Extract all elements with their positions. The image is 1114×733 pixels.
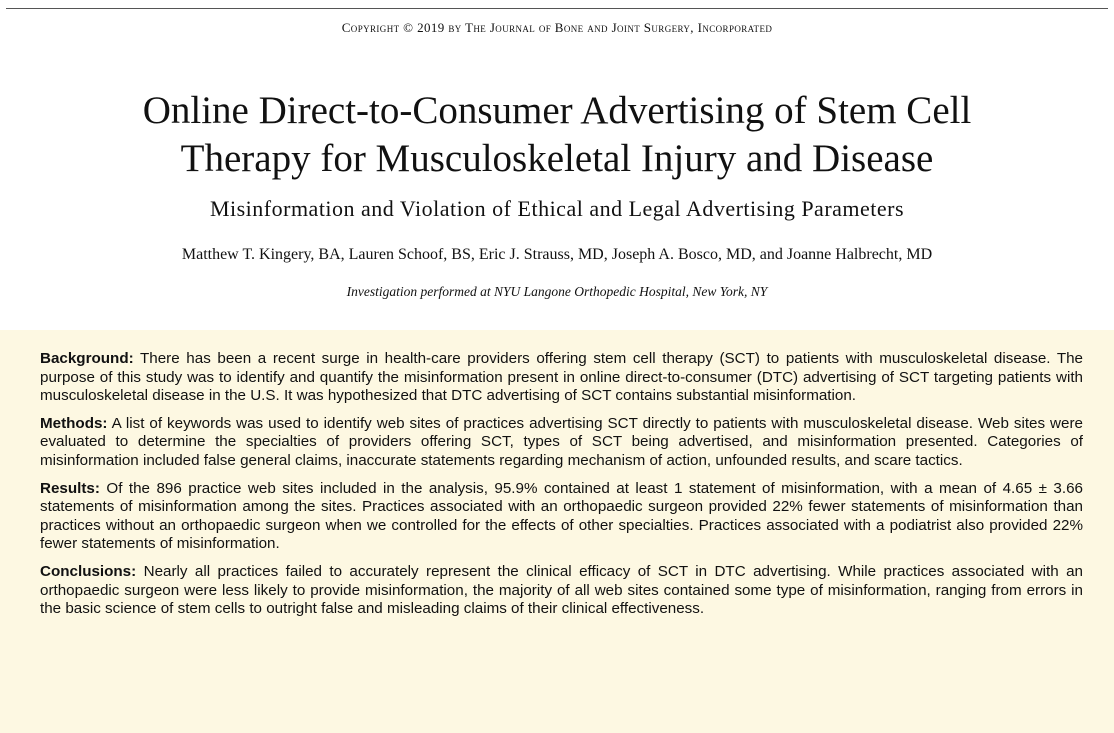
abstract-methods bbox=[40, 415, 1083, 471]
methods-text: A list of keywords was used to identify web sites of practices advertising SCT directly to patients with musculoskeletal disease. Web sites were evaluated to determine the specialties of providers offering SCT, types of SCT being advertised, and misinformation presented. Categories of misinformation included false general claims, inaccurate statements regarding mechanism of action, unfounded results, and scare tactics. bbox=[40, 414, 1083, 469]
conclusions-label: Conclusions: bbox=[40, 562, 137, 580]
abstract-results bbox=[40, 480, 1083, 554]
copyright-line: Copyright © 2019 by The Journal of Bone and Joint Surgery, Incorporated bbox=[341, 20, 773, 35]
article-title-line-1: Online Direct-to-Consumer Advertising of Stem Cell bbox=[142, 89, 972, 132]
conclusions-text: Nearly all practices failed to accurately represent the clinical efficacy of SCT in DTC advertising. While practices associated with an orthopaedic surgeon were less likely to provide misinformation, the majority of all web sites contained some type of misinformation, ranging from errors in the basic science of stem cells to outright false and misleading claims of their clinical effectiveness. bbox=[40, 562, 1083, 618]
abstract-background bbox=[40, 350, 1083, 406]
background-label: Background: bbox=[40, 350, 134, 367]
top-rule bbox=[6, 8, 1108, 9]
background-text: There has been a recent surge in health-care providers offering stem cell therapy (SCT) to patients with musculoskeletal disease. The purpose of this study was to identify and quantify the misinformation present in online direct-to-consumer (DTC) advertising of SCT targeting patients with musculoskeletal disease in the U.S. It was hypothesized that DTC advertising of SCT contains substantial misinformation. bbox=[40, 350, 1083, 405]
results-text: Of the 896 practice web sites included in the analysis, 95.9% contained at least 1 statement of misinformation, with a mean of 4.65 ± 3.66 statements of misinformation among the sites. Practices associated with an orthopaedic surgeon provided 22% fewer statements of misinformation than practices without an orthopaedic surgeon when we controlled for the effects of other specialties. Practices associated with a podiatrist also provided 22% fewer statements of misinformation. bbox=[40, 479, 1083, 553]
abstract-conclusions bbox=[40, 563, 1083, 619]
author-list: Matthew T. Kingery, BA, Lauren Schoof, BS, Eric J. Strauss, MD, Joseph A. Bosco, MD, and Joanne Halbrecht, MD bbox=[181, 246, 933, 263]
article-title bbox=[0, 87, 1114, 183]
institution-note: Investigation performed at NYU Langone Orthopedic Hospital, New York, NY bbox=[346, 284, 768, 299]
article-subtitle: Misinformation and Violation of Ethical and Legal Advertising Parameters bbox=[209, 196, 905, 221]
article-title-line-2: Therapy for Musculoskeletal Injury and Disease bbox=[180, 137, 934, 180]
abstract-box bbox=[0, 330, 1114, 733]
methods-label: Methods: bbox=[40, 414, 108, 432]
results-label: Results: bbox=[40, 479, 100, 497]
